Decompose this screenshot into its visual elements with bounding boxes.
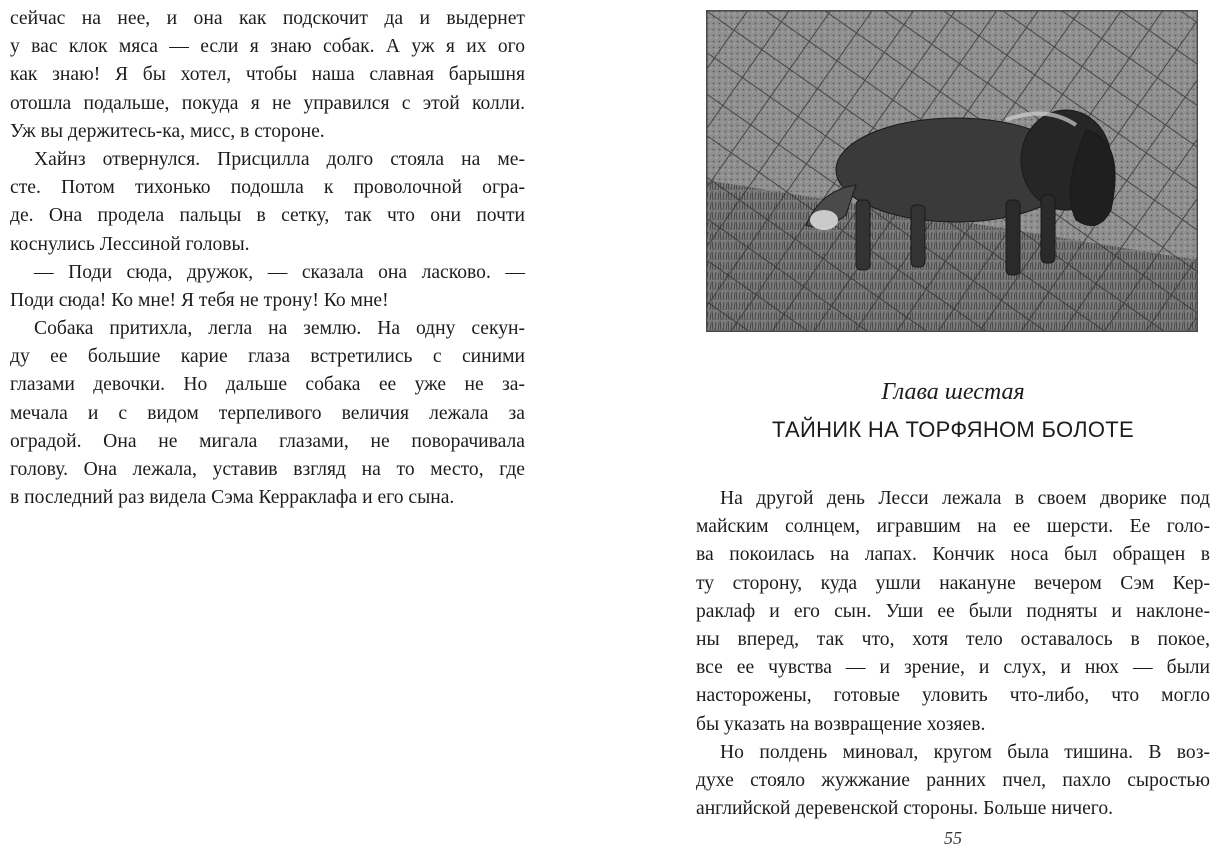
chapter-label: Глава шестая	[881, 379, 1025, 405]
text-line: отошла подальше, покуда я не управился с этой колли.	[10, 92, 525, 114]
text-line: Но полдень миновал, кругом была тишина. В воз-	[720, 741, 1210, 763]
text-line: коснулись Лессиной головы.	[10, 233, 250, 255]
text-line: де. Она продела пальцы в сетку, так что они почти	[10, 205, 525, 227]
text-line: Уж вы держитесь-ка, мисс, в стороне.	[10, 120, 325, 142]
left-page	[10, 0, 525, 512]
text-line: Собака притихла, легла на землю. На одну секун-	[34, 318, 525, 340]
text-line: Поди сюда! Ко мне! Я тебя не трону! Ко мне!	[10, 289, 389, 311]
text-line: в последний раз видела Сэма Керраклафа и его сына.	[10, 487, 455, 509]
text-line: духе стояло жужжание ранних пчел, пахло сыростью	[696, 769, 1210, 791]
chapter-title: ТАЙНИК НА ТОРФЯНОМ БОЛОТЕ	[771, 417, 1134, 442]
text-line: как знаю! Я бы хотел, чтобы наша славная барышня	[10, 64, 525, 86]
text-line: английской деревенской стороны. Больше ничего.	[696, 798, 1114, 820]
text-line: оградой. Она не мигала глазами, не поворачивала	[10, 430, 525, 452]
text-line: голову. Она лежала, уставив взгляд на то место, где	[10, 459, 525, 480]
text-line: Хайнз отвернулся. Присцилла долго стояла на ме-	[34, 148, 525, 170]
text-line: сейчас на нее, и она как подскочит да и выдернет	[10, 8, 525, 29]
right-page-text	[696, 485, 1210, 823]
text-line: ду ее большие карие глаза встретились с синими	[10, 346, 525, 368]
text-line: насторожены, готовые уловить что-либо, что могло	[696, 685, 1210, 707]
text-line: сте. Потом тихонько подошла к проволочной огра-	[10, 177, 525, 199]
text-line: ны вперед, так что, хотя тело оставалось в покое,	[696, 628, 1210, 650]
dog-behind-fence-illustration	[706, 10, 1198, 332]
text-line: — Поди сюда, дружок, — сказала она ласково. —	[34, 261, 525, 283]
text-line: ва покоилась на лапах. Кончик носа был обращен в	[696, 544, 1210, 566]
text-line: На другой день Лесси лежала в своем дворике под	[720, 488, 1210, 509]
text-line: бы указать на возвращение хозяев.	[696, 713, 986, 735]
page-number: 55	[944, 828, 962, 848]
text-line: майским солнцем, игравшим на ее шерсти. Ее голо-	[696, 516, 1210, 538]
text-line: у вас клок мяса — если я знаю собак. А уж я их ого	[10, 36, 525, 58]
chapter-illustration	[706, 10, 1198, 332]
text-line: ту сторону, куда ушли накануне вечером Сэм Кер-	[696, 572, 1210, 594]
text-line: раклаф и его сын. Уши ее были подняты и наклоне-	[696, 600, 1210, 622]
left-page-text	[10, 5, 525, 512]
text-line: все ее чувства — и зрение, и слух, и нюх — были	[696, 657, 1210, 679]
text-line: глазами девочки. Но дальше собака ее уже не за-	[10, 374, 525, 396]
text-line: мечала и с видом терпеливого величия лежала за	[10, 402, 525, 424]
